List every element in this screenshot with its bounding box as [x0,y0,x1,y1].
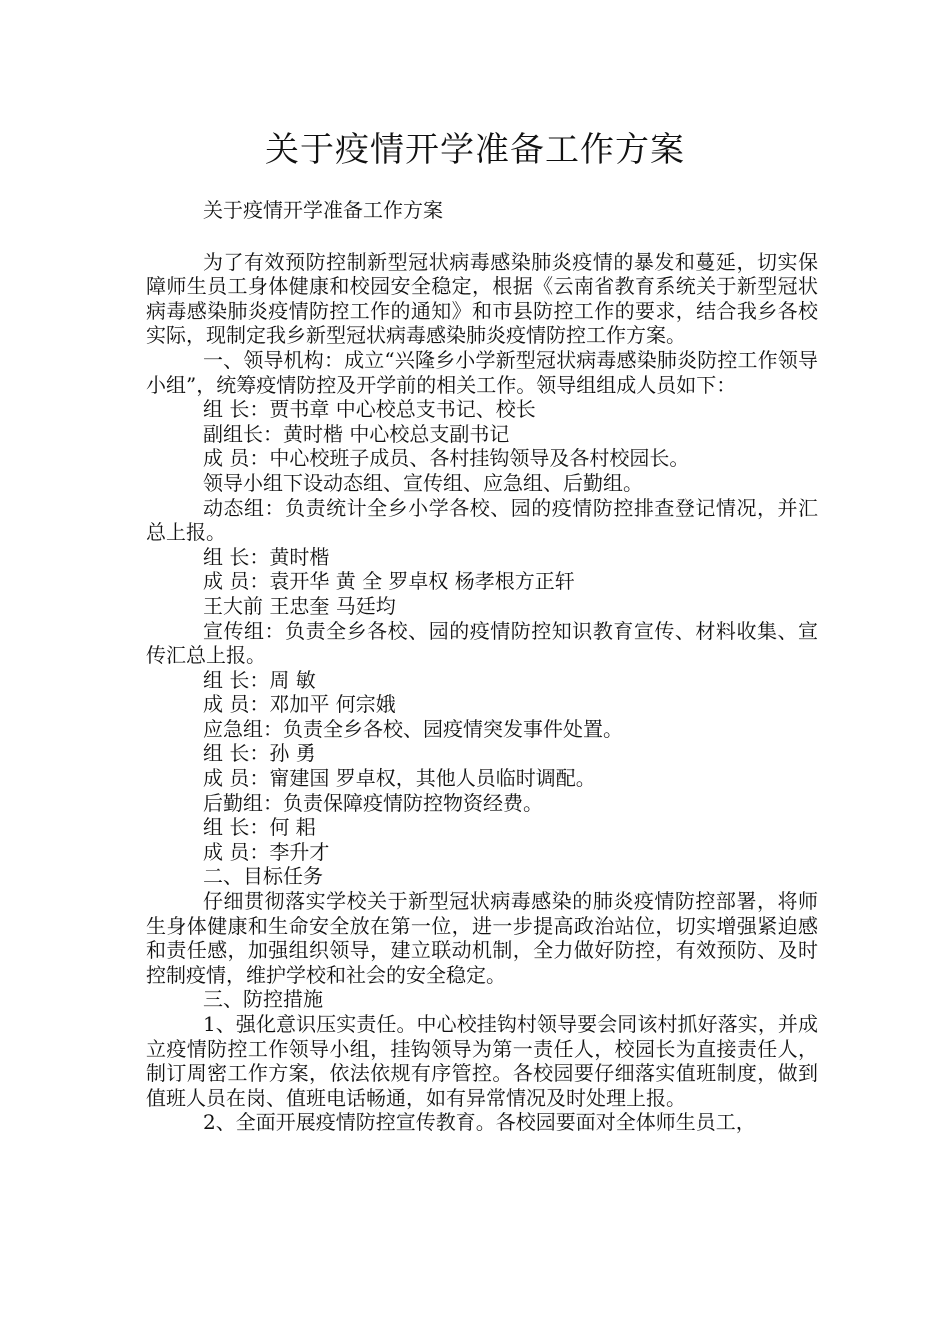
publicity-group-paragraph: 宣传组：负责全乡各校、园的疫情防控知识教育宣传、材料收集、宣传汇总上报。 [146,618,818,668]
publicity-group-members: 成 员：邓加平 何宗娥 [203,692,396,717]
publicity-group-leader: 组 长：周 敏 [203,667,316,692]
document-subtitle: 关于疫情开学准备工作方案 [203,198,443,222]
logistics-group-members: 成 员：李升才 [203,839,330,864]
intro-paragraph: 为了有效预防控制新型冠状病毒感染肺炎疫情的暴发和蔓延，切实保障师生员工身体健康和校园安全稳定，根据《云南省教育系统关于新型冠状病毒感染肺炎疫情防控工作的通知》和市县防控工作的要求，结合我乡各校实际，现制定我乡新型冠状病毒感染肺炎疫情防控工作方案。 [146,249,818,348]
goals-paragraph: 仔细贯彻落实学校关于新型冠状病毒感染的肺炎疫情防控部署，将师生身体健康和生命安全放在第一位，进一步提高政治站位，切实增强紧迫感和责任感，加强组织领导，建立联动机制，全力做好防控，有效预防、及时控制疫情，维护学校和社会的安全稳定。 [146,889,818,987]
measure-2-paragraph: 2、全面开展疫情防控宣传教育。各校园要面对全体师生员工， [203,1110,756,1135]
deputy-leader-line: 副组长：黄时楷 中心校总支副书记 [203,421,510,446]
dynamic-group-members: 成 员：袁开华 黄 全 罗卓权 杨孝根方正轩 [203,569,575,594]
document-title: 关于疫情开学准备工作方案 [265,130,685,170]
logistics-group-paragraph: 后勤组：负责保障疫情防控物资经费。 [203,790,543,815]
members-line: 成 员：中心校班子成员、各村挂钩领导及各村校园长。 [203,446,690,471]
subgroups-line: 领导小组下设动态组、宣传组、应急组、后勤组。 [203,470,643,495]
document-body [146,198,818,1135]
dynamic-group-leader: 组 长：黄时楷 [203,544,330,569]
section-leadership: 一、领导机构：成立“兴隆乡小学新型冠状病毒感染肺炎防控工作领导小组”，统筹疫情防控及开学前的相关工作。领导组组成人员如下： [146,347,818,397]
measure-1-paragraph: 1、强化意识压实责任。中心校挂钩村领导要会同该村抓好落实，并成立疫情防控工作领导小组，挂钩领导为第一责任人，校园长为直接责任人，制订周密工作方案，依法依规有序管控。各校园要仔细落实值班制度，做到值班人员在岗、值班电话畅通，如有异常情况及时处理上报。 [146,1012,818,1110]
leader-line: 组 长：贾书章 中心校总支书记、校长 [203,397,536,422]
dynamic-group-paragraph: 动态组：负责统计全乡小学各校、园的疫情防控排查登记情况，并汇总上报。 [146,495,818,545]
emergency-group-paragraph: 应急组：负责全乡各校、园疫情突发事件处置。 [203,716,623,741]
dynamic-group-members-continued: 王大前 王忠奎 马廷均 [203,593,396,618]
section-measures-heading: 三、防控措施 [203,987,323,1012]
emergency-group-leader: 组 长：孙 勇 [203,741,316,766]
logistics-group-leader: 组 长：何 耜 [203,815,316,840]
section-goals-heading: 二、目标任务 [203,864,323,889]
emergency-group-members: 成 员：甯建国 罗卓权，其他人员临时调配。 [203,766,596,791]
